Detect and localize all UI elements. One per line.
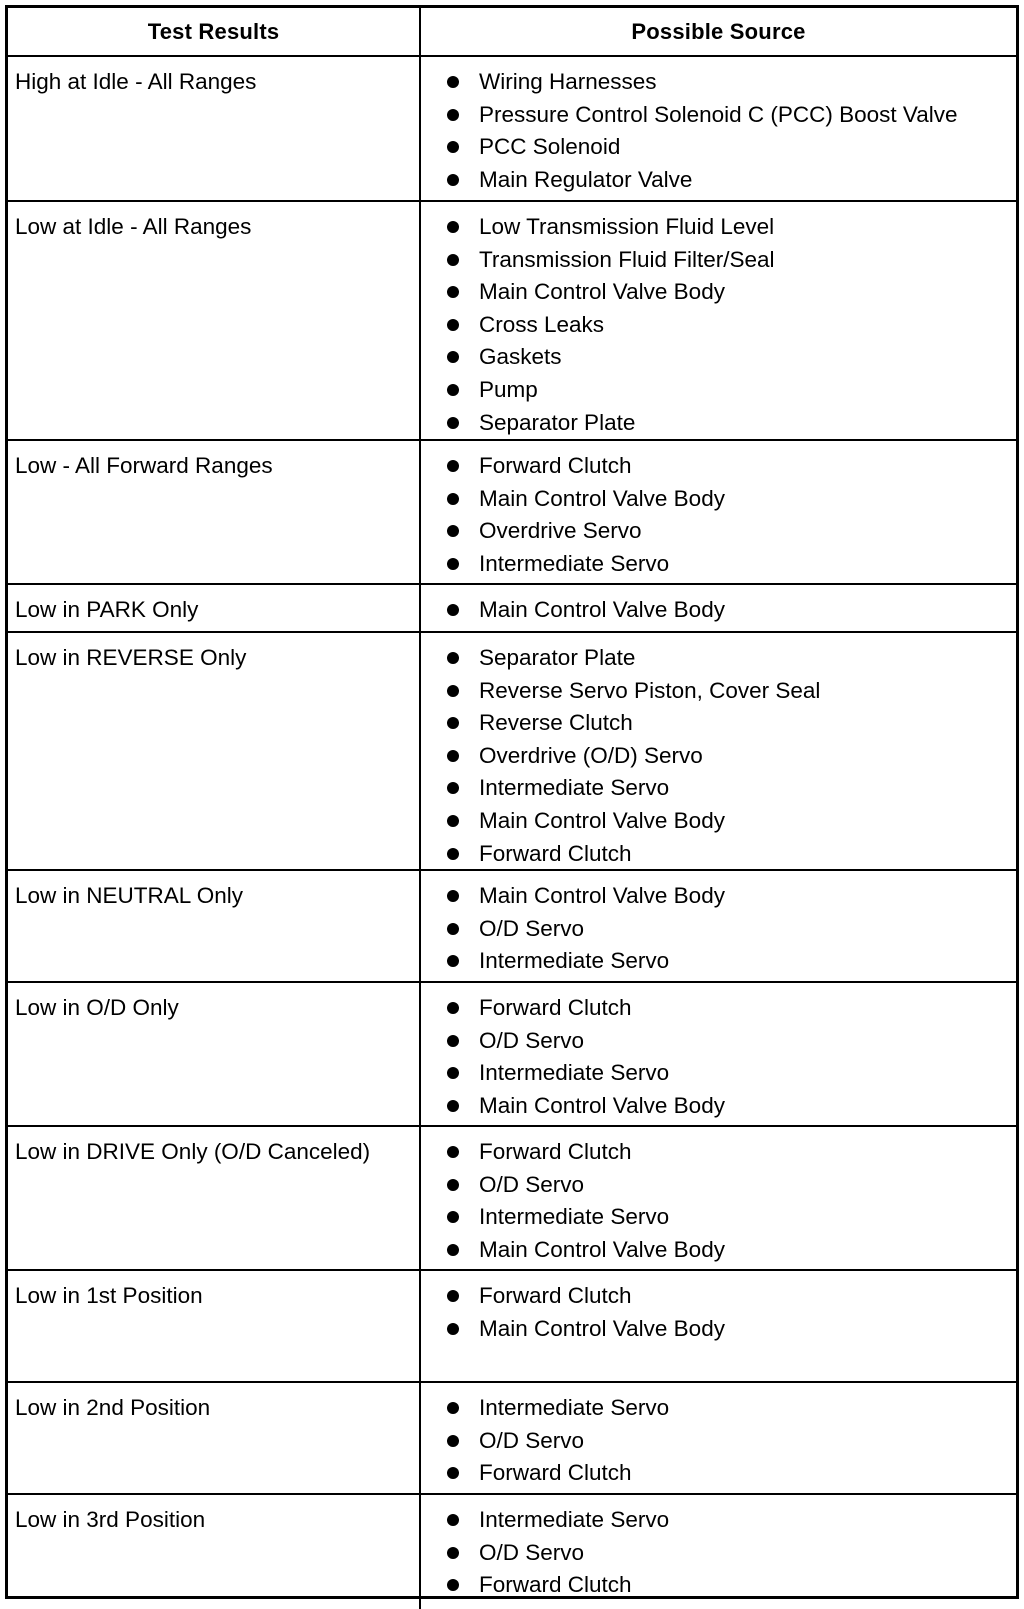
source-label: O/D Servo bbox=[479, 1027, 585, 1053]
header-possible-source: Possible Source bbox=[421, 8, 1016, 57]
source-label: Intermediate Servo bbox=[479, 948, 670, 974]
test-result-cell: Low in 1st Position bbox=[8, 1271, 421, 1383]
source-label: Cross Leaks bbox=[479, 311, 605, 337]
bullet-icon bbox=[447, 1100, 459, 1112]
list-item bbox=[421, 516, 1016, 549]
source-list bbox=[421, 1505, 1016, 1603]
bullet-icon bbox=[447, 652, 459, 664]
list-item bbox=[421, 408, 1016, 441]
source-label: Main Regulator Valve bbox=[479, 166, 693, 192]
bullet-icon bbox=[447, 1547, 459, 1559]
bullet-icon bbox=[447, 1290, 459, 1302]
list-item bbox=[421, 67, 1016, 100]
list-item bbox=[421, 342, 1016, 375]
bullet-icon bbox=[447, 254, 459, 266]
source-label: Forward Clutch bbox=[479, 1572, 632, 1598]
possible-source-cell bbox=[421, 202, 1016, 441]
source-label: Forward Clutch bbox=[479, 1283, 632, 1308]
diagnosis-table bbox=[5, 5, 1019, 1599]
list-item bbox=[421, 1570, 1016, 1603]
bullet-icon bbox=[447, 384, 459, 396]
list-item bbox=[421, 1314, 1016, 1347]
bullet-icon bbox=[447, 782, 459, 794]
source-label: Separator Plate bbox=[479, 409, 636, 435]
source-label: Separator Plate bbox=[479, 645, 636, 670]
source-label: Intermediate Servo bbox=[479, 1060, 670, 1086]
test-result-cell: Low in NEUTRAL Only bbox=[8, 871, 421, 983]
bullet-icon bbox=[447, 76, 459, 88]
bullet-icon bbox=[447, 1323, 459, 1335]
bullet-icon bbox=[447, 1244, 459, 1256]
list-item bbox=[421, 773, 1016, 806]
bullet-icon bbox=[447, 319, 459, 331]
bullet-icon bbox=[447, 1211, 459, 1223]
list-item bbox=[421, 595, 1016, 628]
source-label: Transmission Fluid Filter/Seal bbox=[479, 246, 775, 272]
list-item bbox=[421, 132, 1016, 165]
list-item bbox=[421, 1458, 1016, 1491]
list-item bbox=[421, 1202, 1016, 1235]
list-item bbox=[421, 212, 1016, 245]
test-result-cell: Low in 2nd Position bbox=[8, 1383, 421, 1495]
possible-source-cell bbox=[421, 441, 1016, 585]
list-item bbox=[421, 708, 1016, 741]
header-test-results: Test Results bbox=[8, 8, 421, 57]
list-item bbox=[421, 741, 1016, 774]
source-label: Main Control Valve Body bbox=[479, 597, 725, 622]
bullet-icon bbox=[447, 750, 459, 762]
bullet-icon bbox=[447, 525, 459, 537]
list-item bbox=[421, 946, 1016, 979]
source-label: Intermediate Servo bbox=[479, 1395, 670, 1420]
source-list bbox=[421, 595, 1016, 628]
source-list bbox=[421, 1393, 1016, 1491]
list-item bbox=[421, 1170, 1016, 1203]
test-result-cell: Low in 3rd Position bbox=[8, 1495, 421, 1609]
list-item bbox=[421, 484, 1016, 517]
bullet-icon bbox=[447, 286, 459, 298]
source-label: Main Control Valve Body bbox=[479, 807, 725, 833]
source-label: Main Control Valve Body bbox=[479, 1236, 725, 1262]
source-label: O/D Servo bbox=[479, 915, 585, 941]
list-item bbox=[421, 1426, 1016, 1459]
source-label: Forward Clutch bbox=[479, 1460, 632, 1486]
list-item bbox=[421, 375, 1016, 408]
bullet-icon bbox=[447, 604, 459, 616]
source-label: Reverse Servo Piston, Cover Seal bbox=[479, 677, 821, 703]
source-label: Intermediate Servo bbox=[479, 550, 670, 576]
list-item bbox=[421, 1538, 1016, 1571]
list-item bbox=[421, 1058, 1016, 1091]
list-item bbox=[421, 245, 1016, 278]
source-label: Main Control Valve Body bbox=[479, 485, 725, 511]
source-label: Forward Clutch bbox=[479, 995, 632, 1020]
bullet-icon bbox=[447, 890, 459, 902]
bullet-icon bbox=[447, 1467, 459, 1479]
source-list bbox=[421, 212, 1016, 440]
source-label: O/D Servo bbox=[479, 1427, 585, 1453]
list-item bbox=[421, 1137, 1016, 1170]
source-list bbox=[421, 1137, 1016, 1267]
list-item bbox=[421, 549, 1016, 582]
bullet-icon bbox=[447, 174, 459, 186]
possible-source-cell bbox=[421, 585, 1016, 633]
possible-source-cell bbox=[421, 1383, 1016, 1495]
source-label: Pressure Control Solenoid C (PCC) Boost Valve bbox=[479, 101, 958, 127]
bullet-icon bbox=[447, 1035, 459, 1047]
source-label: Main Control Valve Body bbox=[479, 279, 725, 305]
list-item bbox=[421, 165, 1016, 198]
test-result-cell: Low - All Forward Ranges bbox=[8, 441, 421, 585]
source-label: Reverse Clutch bbox=[479, 710, 633, 736]
source-label: Overdrive Servo bbox=[479, 518, 642, 544]
list-item bbox=[421, 839, 1016, 871]
bullet-icon bbox=[447, 1002, 459, 1014]
source-label: Forward Clutch bbox=[479, 1139, 632, 1164]
bullet-icon bbox=[447, 558, 459, 570]
bullet-icon bbox=[447, 351, 459, 363]
test-result-cell: Low in REVERSE Only bbox=[8, 633, 421, 871]
list-item bbox=[421, 676, 1016, 709]
source-label: Wiring Harnesses bbox=[479, 69, 657, 94]
list-item bbox=[421, 277, 1016, 310]
list-item bbox=[421, 310, 1016, 343]
source-label: Main Control Valve Body bbox=[479, 1092, 725, 1118]
test-result-cell: Low in DRIVE Only (O/D Canceled) bbox=[8, 1127, 421, 1271]
bullet-icon bbox=[447, 1146, 459, 1158]
bullet-icon bbox=[447, 923, 459, 935]
bullet-icon bbox=[447, 1067, 459, 1079]
possible-source-cell bbox=[421, 1127, 1016, 1271]
source-label: O/D Servo bbox=[479, 1539, 585, 1565]
source-list bbox=[421, 993, 1016, 1123]
source-label: Overdrive (O/D) Servo bbox=[479, 742, 703, 768]
list-item bbox=[421, 1235, 1016, 1268]
list-item bbox=[421, 643, 1016, 676]
bullet-icon bbox=[447, 417, 459, 429]
list-item bbox=[421, 1091, 1016, 1124]
list-item bbox=[421, 806, 1016, 839]
possible-source-cell bbox=[421, 983, 1016, 1127]
list-item bbox=[421, 1505, 1016, 1538]
bullet-icon bbox=[447, 815, 459, 827]
test-result-cell: High at Idle - All Ranges bbox=[8, 57, 421, 202]
source-list bbox=[421, 1281, 1016, 1346]
source-label: Forward Clutch bbox=[479, 453, 632, 478]
bullet-icon bbox=[447, 685, 459, 697]
bullet-icon bbox=[447, 717, 459, 729]
bullet-icon bbox=[447, 141, 459, 153]
possible-source-cell bbox=[421, 57, 1016, 202]
source-list bbox=[421, 451, 1016, 581]
list-item bbox=[421, 1393, 1016, 1426]
test-result-cell: Low in PARK Only bbox=[8, 585, 421, 633]
source-label: Gaskets bbox=[479, 344, 562, 370]
list-item bbox=[421, 451, 1016, 484]
bullet-icon bbox=[447, 1579, 459, 1591]
possible-source-cell bbox=[421, 871, 1016, 983]
list-item bbox=[421, 100, 1016, 133]
source-list bbox=[421, 881, 1016, 979]
source-label: Forward Clutch bbox=[479, 840, 632, 866]
test-result-cell: Low in O/D Only bbox=[8, 983, 421, 1127]
source-label: Intermediate Servo bbox=[479, 775, 670, 801]
source-list bbox=[421, 643, 1016, 871]
source-label: PCC Solenoid bbox=[479, 134, 621, 160]
source-label: Main Control Valve Body bbox=[479, 1315, 725, 1341]
bullet-icon bbox=[447, 493, 459, 505]
source-label: Intermediate Servo bbox=[479, 1507, 670, 1532]
bullet-icon bbox=[447, 1179, 459, 1191]
source-label: Pump bbox=[479, 376, 538, 402]
bullet-icon bbox=[447, 221, 459, 233]
bullet-icon bbox=[447, 460, 459, 472]
list-item bbox=[421, 914, 1016, 947]
list-item bbox=[421, 993, 1016, 1026]
list-item bbox=[421, 881, 1016, 914]
source-label: Intermediate Servo bbox=[479, 1204, 670, 1230]
possible-source-cell bbox=[421, 633, 1016, 871]
source-label: Main Control Valve Body bbox=[479, 883, 725, 908]
possible-source-cell bbox=[421, 1271, 1016, 1383]
source-label: O/D Servo bbox=[479, 1171, 585, 1197]
bullet-icon bbox=[447, 1435, 459, 1447]
bullet-icon bbox=[447, 1514, 459, 1526]
bullet-icon bbox=[447, 955, 459, 967]
possible-source-cell bbox=[421, 1495, 1016, 1609]
test-result-cell: Low at Idle - All Ranges bbox=[8, 202, 421, 441]
bullet-icon bbox=[447, 109, 459, 121]
bullet-icon bbox=[447, 848, 459, 860]
source-label: Low Transmission Fluid Level bbox=[479, 214, 775, 239]
bullet-icon bbox=[447, 1402, 459, 1414]
source-list bbox=[421, 67, 1016, 197]
list-item bbox=[421, 1281, 1016, 1314]
list-item bbox=[421, 1026, 1016, 1059]
